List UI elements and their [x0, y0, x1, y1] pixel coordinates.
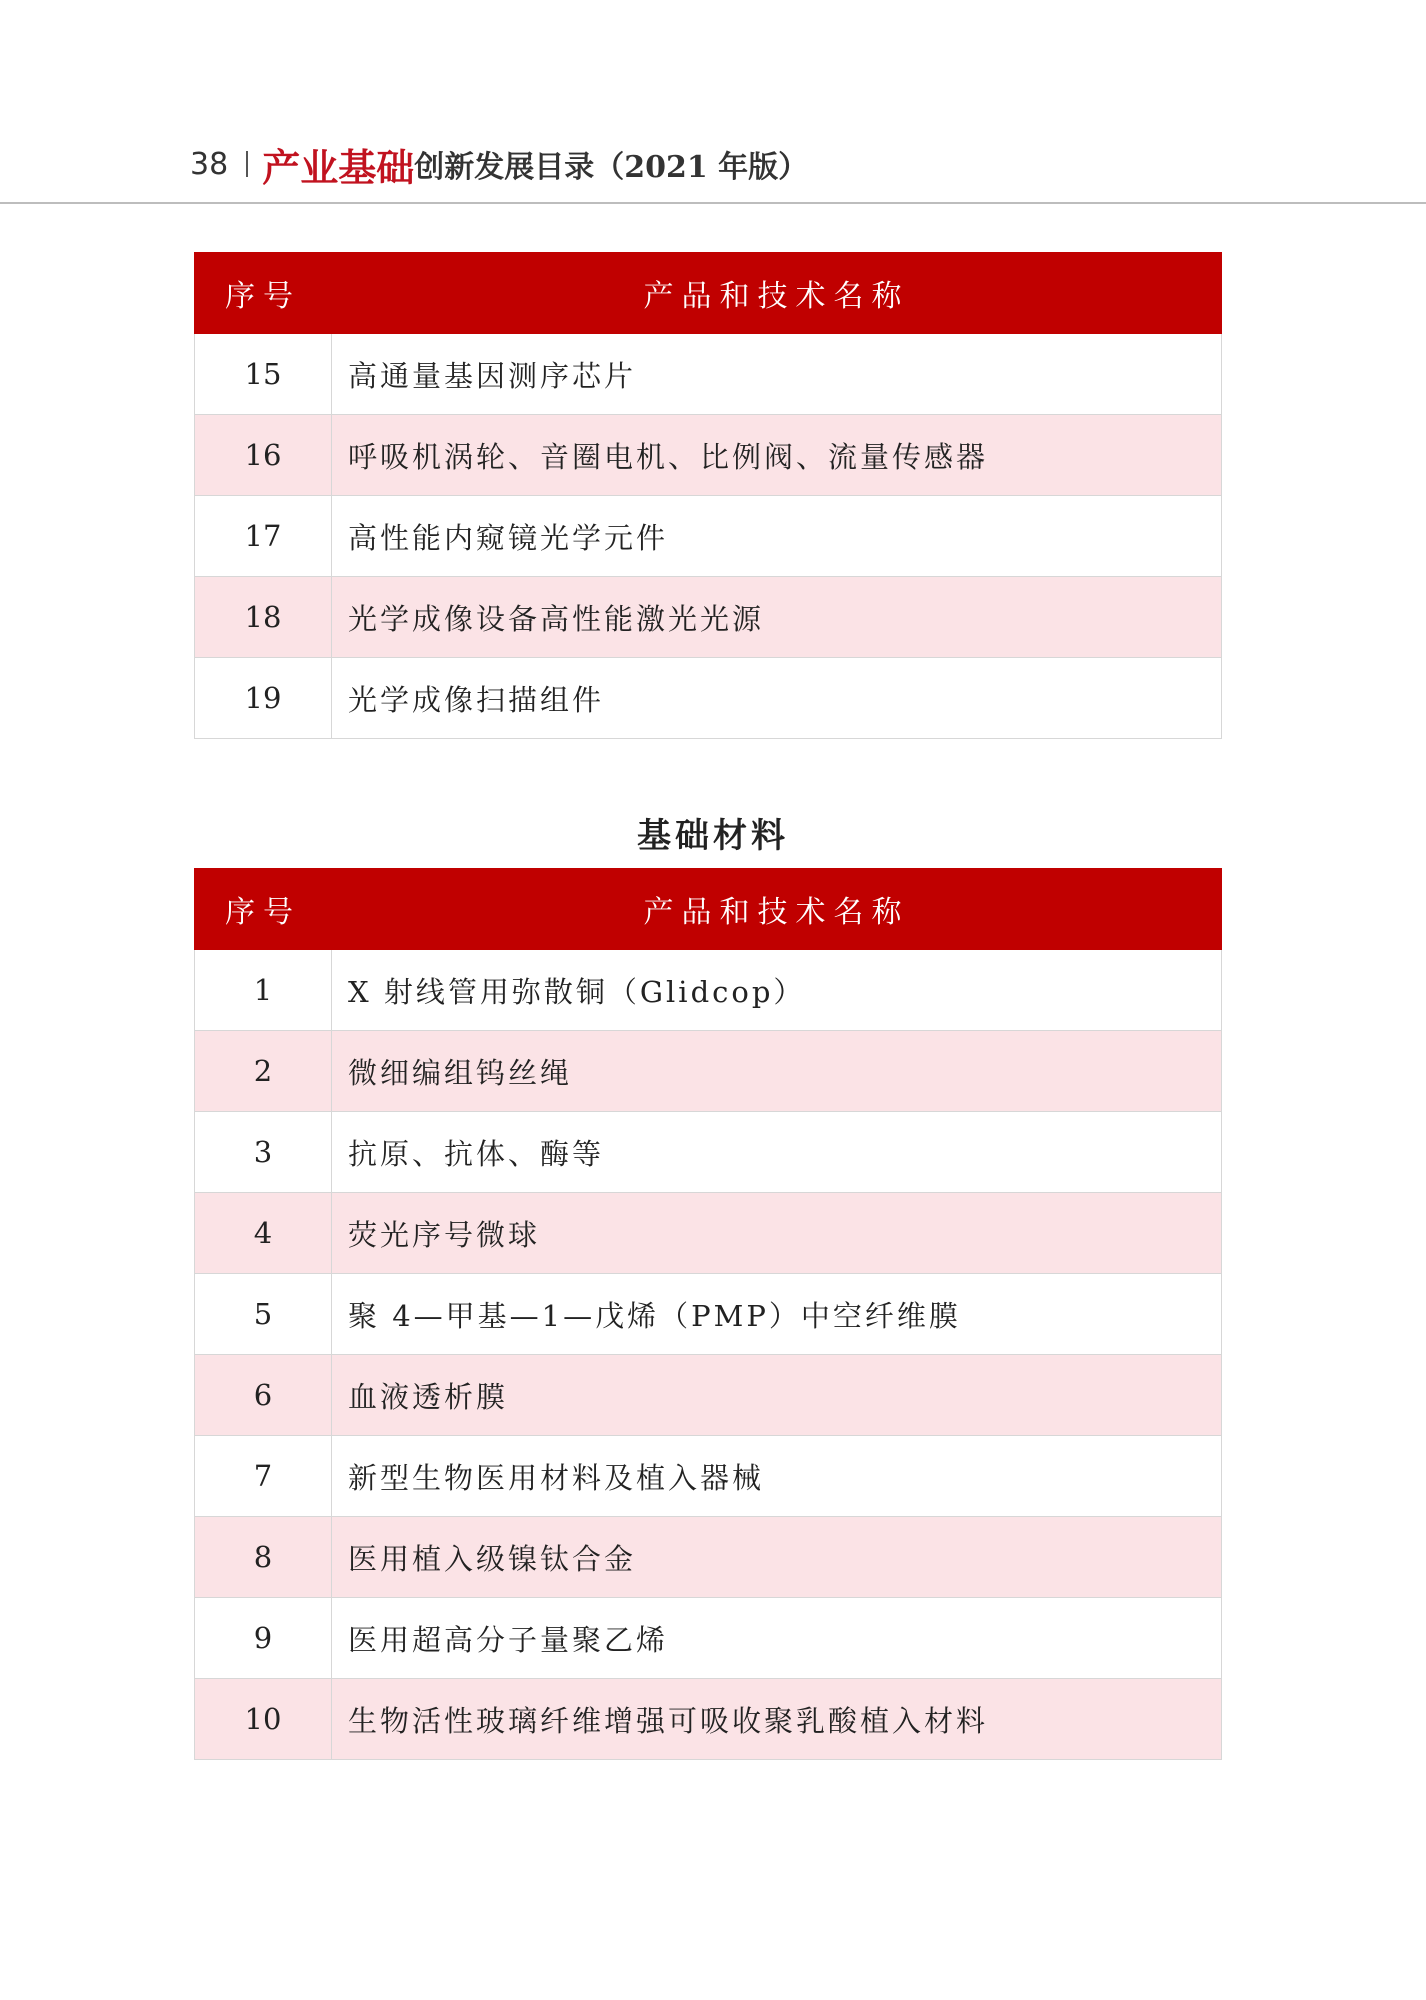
row-number: 1 — [195, 950, 332, 1031]
row-number: 7 — [195, 1436, 332, 1517]
row-product-name: X 射线管用弥散铜（Glidcop） — [332, 950, 1222, 1031]
header-rule — [0, 202, 1426, 204]
table-header-row — [195, 253, 1222, 334]
table-header-row — [195, 869, 1222, 950]
row-product-name: 医用植入级镍钛合金 — [332, 1517, 1222, 1598]
row-number: 3 — [195, 1112, 332, 1193]
header-product-name: 产品和技术名称 — [332, 869, 1222, 950]
product-table-2 — [194, 868, 1222, 1760]
row-product-name: 血液透析膜 — [332, 1355, 1222, 1436]
row-number: 8 — [195, 1517, 332, 1598]
table-row — [195, 1517, 1222, 1598]
row-product-name: 微细编组钨丝绳 — [332, 1031, 1222, 1112]
row-product-name: 高通量基因测序芯片 — [332, 334, 1222, 415]
table-row — [195, 1031, 1222, 1112]
table-row — [195, 950, 1222, 1031]
table-row — [195, 1193, 1222, 1274]
table-row — [195, 577, 1222, 658]
document-title-rest: 创新发展目录（2021 年版） — [414, 150, 809, 185]
header-serial-number: 序号 — [195, 869, 332, 950]
header-divider — [246, 151, 248, 177]
table-row — [195, 1355, 1222, 1436]
row-number: 6 — [195, 1355, 332, 1436]
page-header — [190, 134, 808, 194]
table-row — [195, 1436, 1222, 1517]
row-product-name: 光学成像扫描组件 — [332, 658, 1222, 739]
row-product-name: 医用超高分子量聚乙烯 — [332, 1598, 1222, 1679]
document-title-highlight: 产业基础 — [262, 144, 415, 190]
table-row — [195, 1679, 1222, 1760]
row-product-name: 聚 4—甲基—1—戊烯（PMP）中空纤维膜 — [332, 1274, 1222, 1355]
row-number: 5 — [195, 1274, 332, 1355]
row-product-name: 光学成像设备高性能激光光源 — [332, 577, 1222, 658]
row-number: 18 — [195, 577, 332, 658]
header-serial-number: 序号 — [195, 253, 332, 334]
table-row — [195, 415, 1222, 496]
table-row — [195, 658, 1222, 739]
row-product-name: 呼吸机涡轮、音圈电机、比例阀、流量传感器 — [332, 415, 1222, 496]
row-product-name: 抗原、抗体、酶等 — [332, 1112, 1222, 1193]
row-number: 9 — [195, 1598, 332, 1679]
row-product-name: 荧光序号微球 — [332, 1193, 1222, 1274]
row-number: 15 — [195, 334, 332, 415]
table-row — [195, 1598, 1222, 1679]
table-row — [195, 1274, 1222, 1355]
table-row — [195, 1112, 1222, 1193]
row-number: 10 — [195, 1679, 332, 1760]
row-product-name: 高性能内窥镜光学元件 — [332, 496, 1222, 577]
header-product-name: 产品和技术名称 — [332, 253, 1222, 334]
row-product-name: 新型生物医用材料及植入器械 — [332, 1436, 1222, 1517]
row-number: 4 — [195, 1193, 332, 1274]
row-number: 17 — [195, 496, 332, 577]
row-product-name: 生物活性玻璃纤维增强可吸收聚乳酸植入材料 — [332, 1679, 1222, 1760]
product-table-1 — [194, 252, 1222, 739]
page-number: 38 — [190, 146, 229, 182]
row-number: 2 — [195, 1031, 332, 1112]
row-number: 16 — [195, 415, 332, 496]
row-number: 19 — [195, 658, 332, 739]
table-row — [195, 334, 1222, 415]
section-title: 基础材料 — [637, 816, 789, 856]
table-row — [195, 496, 1222, 577]
